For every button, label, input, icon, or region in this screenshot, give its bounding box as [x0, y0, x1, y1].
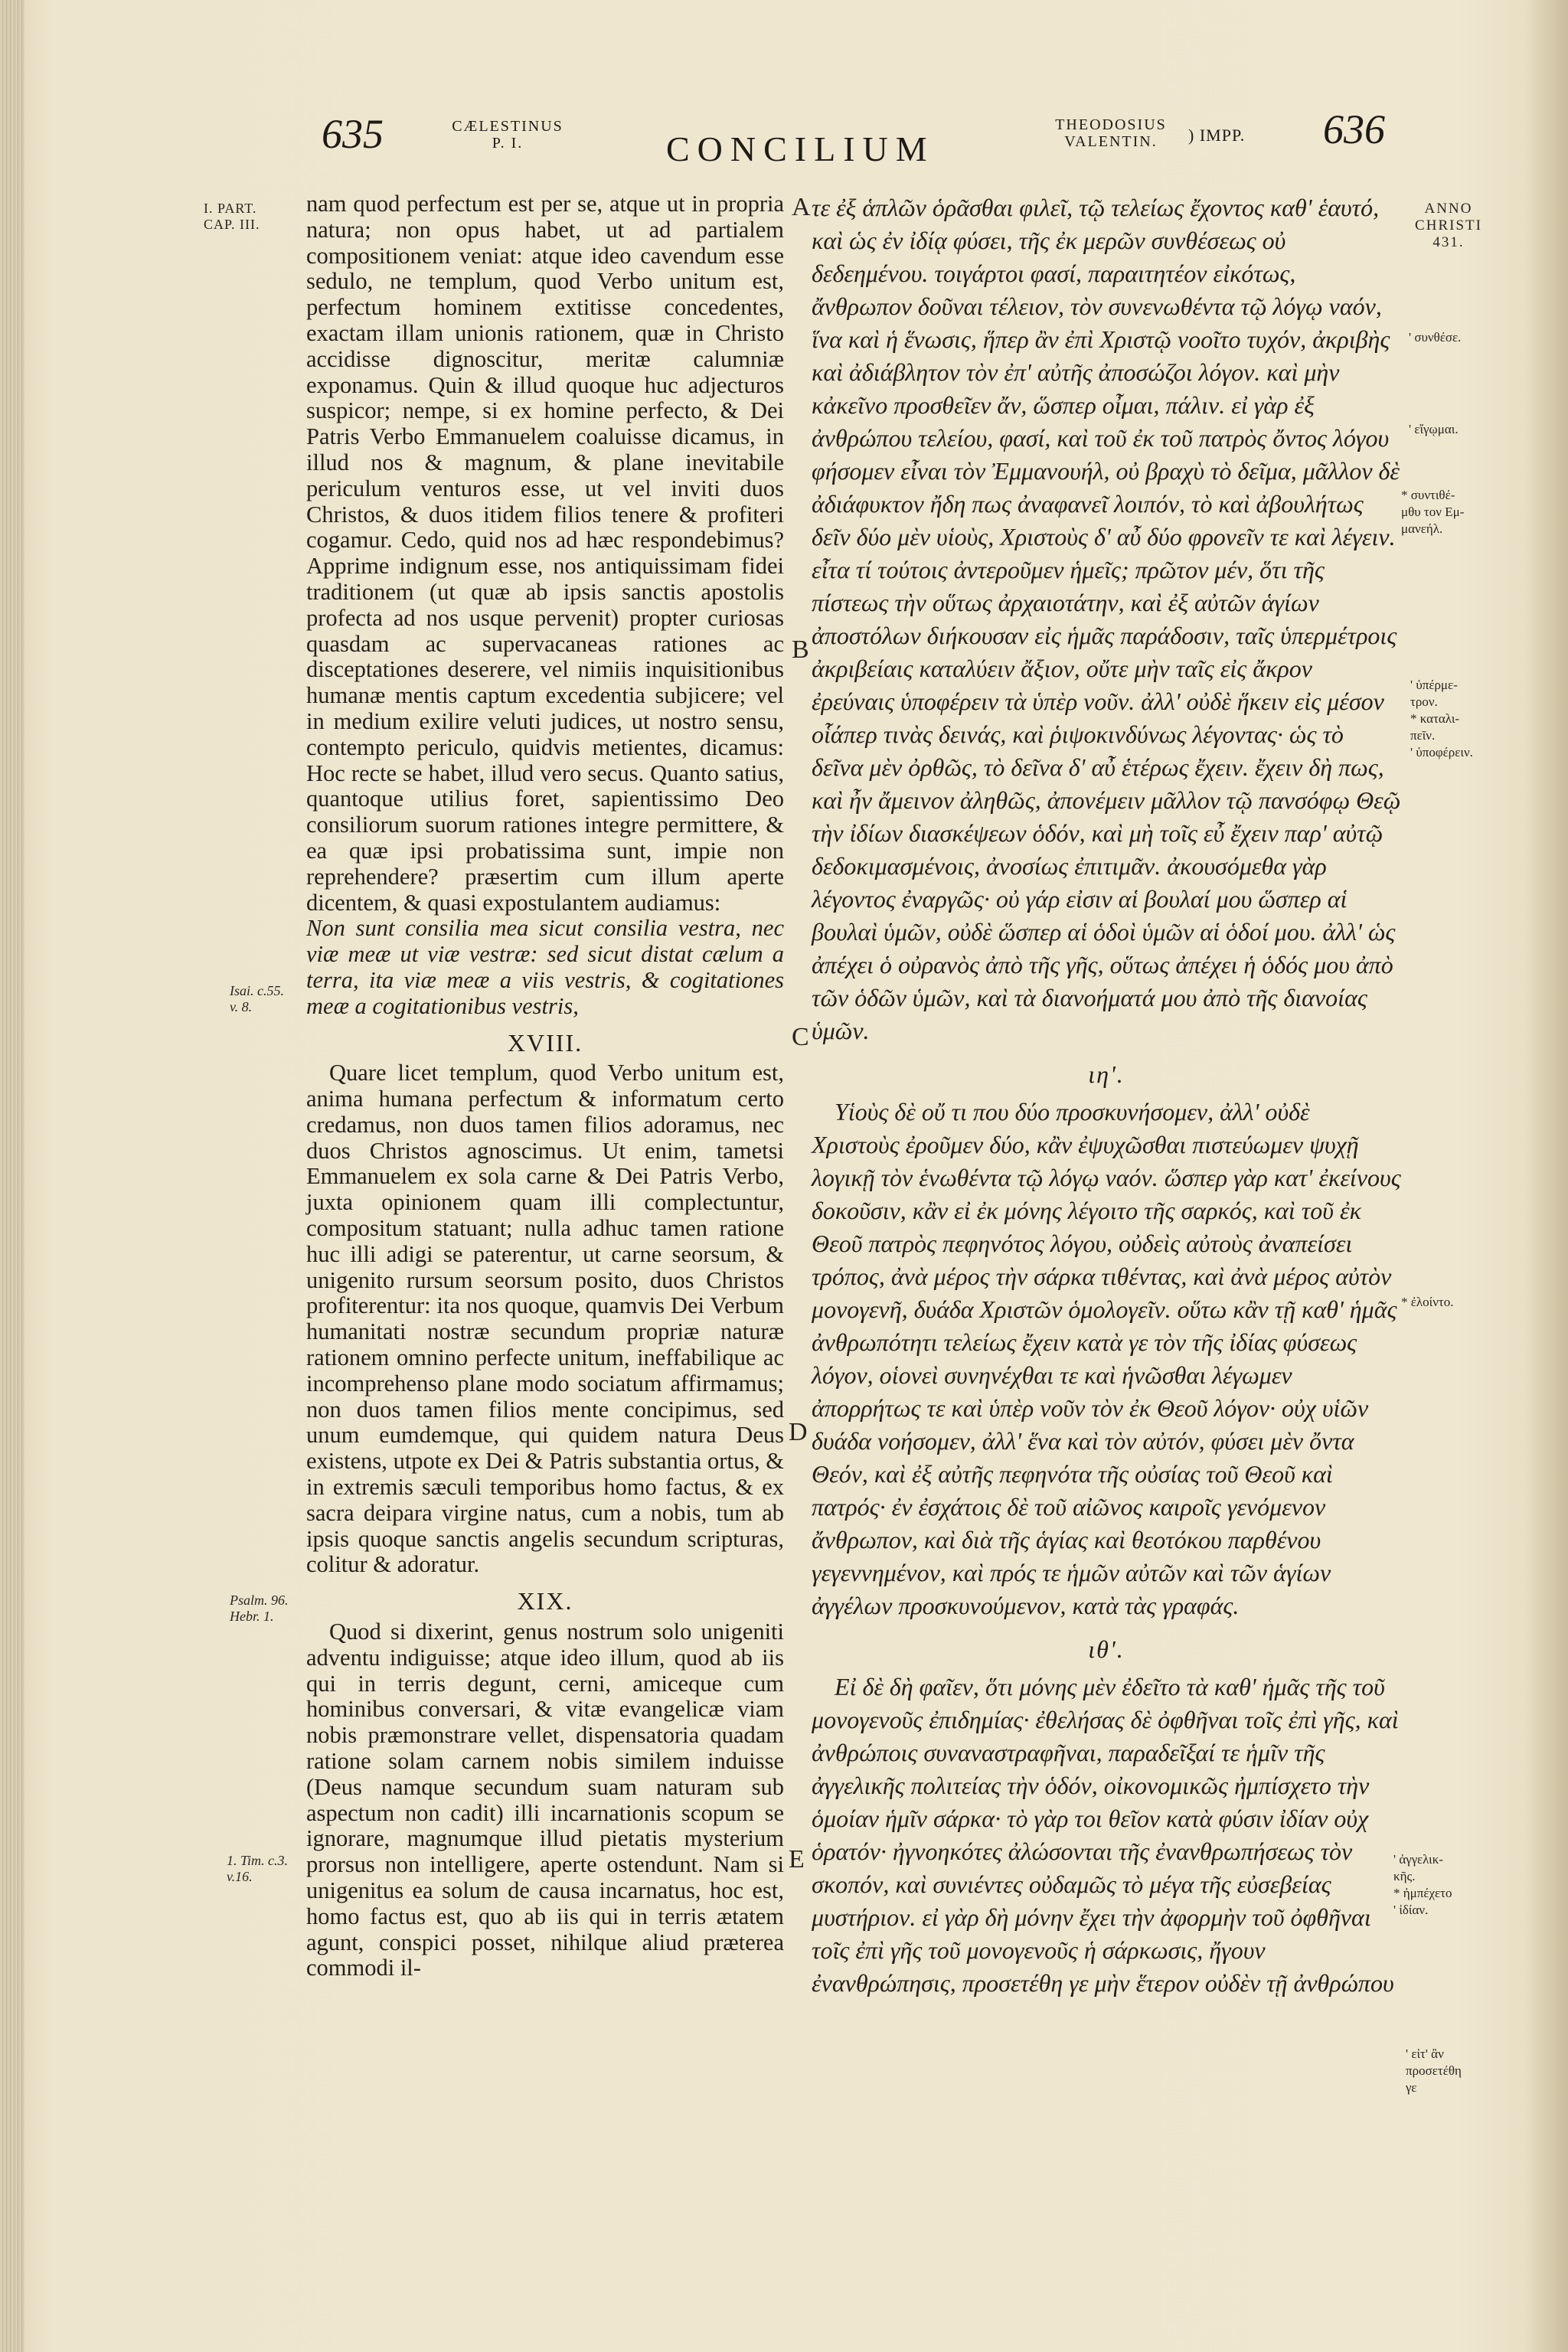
- greek-column: [812, 191, 1401, 2000]
- right-margin-note: ANNO CHRISTI 431.: [1415, 201, 1482, 250]
- right-margin-note: * ἐλοίντο.: [1401, 1295, 1454, 1309]
- section-letter: D: [789, 1418, 808, 1446]
- greek-section-heading: ιη'.: [1088, 1060, 1125, 1088]
- left-running-head: CÆLESTINUS P. I.: [452, 118, 564, 152]
- book-spine: [0, 0, 24, 2352]
- section-letter: B: [792, 635, 809, 664]
- right-margin-note: ' εἰτ' ἂν προσετέθη γε: [1406, 2047, 1462, 2095]
- right-running-head: THEODOSIUS VALENTIN.: [1055, 116, 1167, 150]
- right-margin-note: ' ὑπέρμε- τρον. * καταλι- πεῖν. ' ὑποφέρειν.: [1410, 678, 1473, 760]
- page-title: CONCILIUM: [666, 129, 935, 168]
- right-margin-note: * συντιθέ- μθυ τον Εμ- μανεήλ.: [1401, 488, 1465, 536]
- greek-paragraph: τε ἐξ ἁπλῶν ὁρᾶσθαι φιλεῖ, τῷ τελείως ἔχοντος καθ' ἑαυτό, καὶ ὡς ἐν ἰδίᾳ φύσει, τῆς ἐκ μερῶν συνθέσεως οὐ δεδεημένου. τοιγάρτοι φασί, παραιτητέον εἰκότως, ἄνθρωπον δοῦναι τέλειον, τὸν συνενωθέντα τῷ λόγῳ ναόν, ἵνα καὶ ἡ ἕνωσις, ἥπερ ἂν ἐπὶ Χριστῷ νοοῖτο τυχόν, ἀκριβὴς καὶ ἀδιάβλητον τὸν ἐπ' αὐτῆς ἀποσώζοι λόγον. καὶ μὴν κἀκεῖνο προσθεῖεν ἄν, ὥσπερ οἶμαι, πάλιν. εἰ γὰρ ἐξ ἀνθρώπου τελείου, φασί, καὶ τοῦ ἐκ τοῦ πατρὸς ὄντος λόγου φήσομεν εἶναι τὸν Ἐμμανουήλ, οὐ βραχὺ τὸ δεῖμα, μᾶλλον δὲ ἀδιάφυκτον ἤδη πως ἀναφανεῖ λοιπόν, τὸ καὶ ἀβουλήτως δεῖν δύο μὲν υἱοὺς, Χριστοὺς δ' αὖ δύο φρονεῖν τε καὶ λέγειν. εἶτα τί τούτοις ἀντεροῦμεν ἡμεῖς; πρῶτον μέν, ὅτι τῆς πίστεως τὴν οὕτως ἀρχαιοτάτην, καὶ ἐξ αὐτῶν ἁγίων ἀποστόλων διήκουσαν εἰς ἡμᾶς παράδοσιν, ταῖς ὑπερμέτροις ἀκριβείαις καταλύειν ἄξιον, οὔτε μὴν ταῖς εἰς ἄκρον ἐρεύναις ὑποφέρειν τὰ ὑπὲρ νοῦν. ἀλλ' οὐδὲ ἥκειν εἰς μέσον οἷάπερ τινὰς δεινάς, καὶ ῥιψοκινδύνως λέγοντας· ὡς τὸ δεῖνα μὲν ὀρθῶς, τὸ δεῖνα δ' αὖ ἑτέρως ἔχειν. ἔχειν δὴ πως, καὶ ἦν ἄμεινον ἀληθῶς, ἀπονέμειν μᾶλλον τῷ πανσόφῳ Θεῷ τὴν ἰδίων διασκέψεων ὁδόν, καὶ μὴ τοῖς εὖ ἔχειν παρ' αὐτῷ δεδοκιμασμένοις, ἀνοσίως ἐπιτιμᾶν. ἀκουσόμεθα γὰρ λέγοντος ἐναργῶς· οὐ γάρ εἰσιν αἱ βουλαί μου ὥσπερ αἱ βουλαὶ ὑμῶν, οὐδὲ ὥσπερ αἱ ὁδοὶ ὑμῶν αἱ ὁδοί μου. ἀλλ' ὡς ἀπέχει ὁ οὐρανὸς ἀπὸ τῆς γῆς, οὕτως ἀπέχει ἡ ὁδός μου ἀπὸ τῶν ὁδῶν ὑμῶν, καὶ τὰ διανοήματά μου ἀπὸ τῆς διανοίας ὑμῶν.: [812, 194, 1401, 1044]
- latin-section-heading: XVIII.: [507, 1028, 583, 1057]
- latin-section-heading: XIX.: [517, 1587, 573, 1615]
- greek-paragraph: Υἱοὺς δὲ οὔ τι που δύο προσκυνήσομεν, ἀλλ' οὐδὲ Χριστοὺς ἐροῦμεν δύο, κἂν ἐψυχῶσθαι πιστεύωμεν ψυχῇ λογικῇ τὸν ἑνωθέντα τῷ λόγῳ ναόν. ὥσπερ γὰρ κατ' ἐκείνους δοκοῦσιν, κἂν εἰ ἐκ μόνης λέγοιτο τῆς σαρκός, καὶ τοῦ ἐκ Θεοῦ πατρὸς πεφηνότος λόγου, οὐδεὶς αὐτοὺς ἀναπείσει τρόπος, ἀνὰ μέρος τὴν σάρκα τιθέντας, καὶ ἀνὰ μέρος αὐτὸν μονογενῆ, δυάδα Χριστῶν ὁμολογεῖν. οὕτω κἂν τῇ καθ' ἡμᾶς ἀνθρωπότητι τελείως ἔχειν κατὰ γε τὸν τῆς ἰδίας φύσεως λόγον, οἱονεὶ συνηνέχθαι τε καὶ ἡνῶσθαι λέγωμεν ἀπορρήτως τε καὶ ὑπὲρ νοῦν τὸν ἐκ Θεοῦ λόγον· οὐχ υἱῶν δυάδα νοήσομεν, ἀλλ' ἕνα καὶ τὸν αὐτόν, φύσει μὲν ὄντα Θεόν, καὶ ἐξ αὐτῆς πεφηνότα τῆς οὐσίας τοῦ Θεοῦ καὶ πατρός· ἐν ἐσχάτοις δὲ τοῦ αἰῶνος καιροῖς γενόμενον ἄνθρωπον, καὶ διὰ τῆς ἁγίας καὶ θεοτόκου παρθένου γεγεννημένον, καὶ πρός τε ἡμῶν αὐτῶν καὶ τῶν ἁγίων ἀγγέλων προσκυνούμενον, κατὰ τὰς γραφάς.: [812, 1098, 1401, 1619]
- left-margin-note: I. PART. CAP. III.: [204, 201, 260, 232]
- latin-column: [306, 191, 784, 1981]
- greek-paragraph: Εἰ δὲ δὴ φαῖεν, ὅτι μόνης μὲν ἐδεῖτο τὰ καθ' ἡμᾶς τῆς τοῦ μονογενοῦς ἐπιδημίας· ἐθελήσας δὲ ὀφθῆναι τοῖς ἐπὶ γῆς, καὶ ἀνθρώποις συναναστραφῆναι, παραδεῖξαί τε ἡμῖν τῆς ἀγγελικῆς πολιτείας τὴν ὁδόν, οἰκονομικῶς ἠμπίσχετο τὴν ὁμοίαν ἡμῖν σάρκα· τὸ γὰρ τοι θεῖον κατὰ φύσιν ἰδίαν οὐχ ὁρατόν· ἠγνοηκότες ἀλώσονται τῆς ἐνανθρωπήσεως τὸν σκοπόν, καὶ συνιέντες οὐδαμῶς τὸ μέγα τῆς εὐσεβείας μυστήριον. εἰ γὰρ δὴ μόνην ἔχει τὴν ἀφορμὴν τοῦ ὀφθῆναι τοῖς ἐπὶ γῆς τοῦ μονογενοῦς ἡ σάρκωσις, ἤγουν ἐνανθρώπησις, προσετέθη γε μὴν ἕτερον οὐδὲν τῇ ἀνθρώπου: [812, 1673, 1399, 1997]
- latin-paragraph: Quare licet templum, quod Verbo unitum est, anima humana perfectum & informatum certo credamus, non duos tamen filios adoramus, nec duos Christos agnoscimus. Ut enim, tametsi Emmanuelem ex sola carne & Dei Patris Verbo, juxta opinionem quam illi complectuntur, compositum statuant; nulla adhuc tamen ratione huc illi adigi se paterentur, ut carne seorsum, & unigenito rursum seorsum posito, duos Christos profiterentur: ita nos quoque, quamvis Dei Verbum humanitati nostræ secundum propriæ naturæ rationem omnino perfecte unitum, ineffabilique ac incomprehenso plane modo sociatum affirmamus; non duos tamen filios mente concipimus, sed unum eumdemque, qui quidem natura Deus existens, utpote ex Dei & Patris substantia ortus, & in extremis sæculi temporibus homo factus, & ex sacra deipara virgine natus, cum a nobis, tum ab ipsis quoque sanctis angelis secundum scripturas, colitur & adoratur.: [306, 1060, 784, 1578]
- section-letter: C: [792, 1023, 809, 1051]
- right-running-head-suffix: ) IMPP.: [1188, 126, 1246, 145]
- running-header: [0, 106, 1568, 198]
- left-page-number: 635: [322, 111, 384, 157]
- latin-paragraph: Quod si dixerint, genus nostrum solo unigeniti adventu indiguisse; atque ideo illum, quod ab iis qui in terris degunt, cerni, amiceque cum hominibus conversari, & vitæ evangelicæ viam nobis præmonstrare vellet, dispensatoria quadam ratione solam carnem nobis similem induisse (Deus namque secundum suam naturam sub aspectum non cadit) illi incarnationis scopum se ignorare, magnumque illud pietatis mysterium prorsus non intelligere, aperte ostendunt. Nam si unigenitus ea solum de causa incarnatus, hoc est, homo factus est, quo ab iis qui in terris ætatem agunt, conspici posset, nihilque aliud præterea commodi il-: [306, 1619, 784, 1981]
- left-margin-note: Isai. c.55. v. 8.: [230, 983, 284, 1014]
- right-margin-note: ' εἴγῳμαι.: [1409, 422, 1459, 436]
- right-margin-note: ' συνθέσε.: [1409, 330, 1462, 345]
- section-letter: E: [789, 1845, 805, 1873]
- left-margin-note: 1. Tim. c.3. v.16.: [227, 1853, 289, 1884]
- greek-section-heading: ιθ'.: [1088, 1635, 1125, 1663]
- right-page-number: 636: [1323, 106, 1385, 152]
- right-margin-note: ' ἀγγελικ- κῆς. * ἠμπέχετο ' ἰδίαν.: [1393, 1852, 1452, 1917]
- latin-scripture-quote: Non sunt consilia mea sicut consilia vestra, nec viæ meæ ut viæ vestræ: sed sicut distat cælum a terra, ita viæ meæ a viis vestris, & cogitationes meæ a cogitationibus vestris,: [306, 915, 784, 1019]
- latin-paragraph: nam quod perfectum est per se, atque ut in propria natura; non opus habet, ut ad partialem compositionem veniat: atque ideo cavendum esse sedulo, ne templum, quod Verbo unitum est, perfectum hominem extitisse concedentes, exactam illam unionis rationem, quæ in Christo accidisse dignoscitur, meritæ calumniæ exponamus. Quin & illud quoque huc adjecturos suspicor; nempe, si ex homine perfecto, & Dei Patris Verbo Emmanuelem coaluisse dicamus, in illud nos & magnum, & plane inevitabile periculum venturos esse, ut vel inviti duos Christos, & duos itidem filios tenere & profiteri cogamur. Cedo, quid nos ad hæc respondebimus? Apprime indignum esse, nos antiquissimam fidei traditionem (ut quæ ab ipsis sanctis apostolis profecta ad nos usque pervenit) propter curiosas quasdam ac supervacaneas rationes ac disceptationes deserere, vel nimiis inquisitionibus humanæ mentis captum excedentia subjicere; vel in medium exilire veluti judices, ut nostro sensu, contempto periculo, quidvis metientes, dicamus: Hoc recte se habet, illud vero secus. Quanto satius, quantoque utilius foret, sapientissimo Deo consiliorum suorum rationes integre permittere, & ea quæ ipsi probatissima sunt, impie non reprehendere? præsertim cum illum aperte dicentem, & quasi expostulantem audiamus:: [306, 191, 784, 916]
- left-margin-note: Psalm. 96. Hebr. 1.: [230, 1592, 289, 1624]
- section-letter: A: [792, 193, 811, 221]
